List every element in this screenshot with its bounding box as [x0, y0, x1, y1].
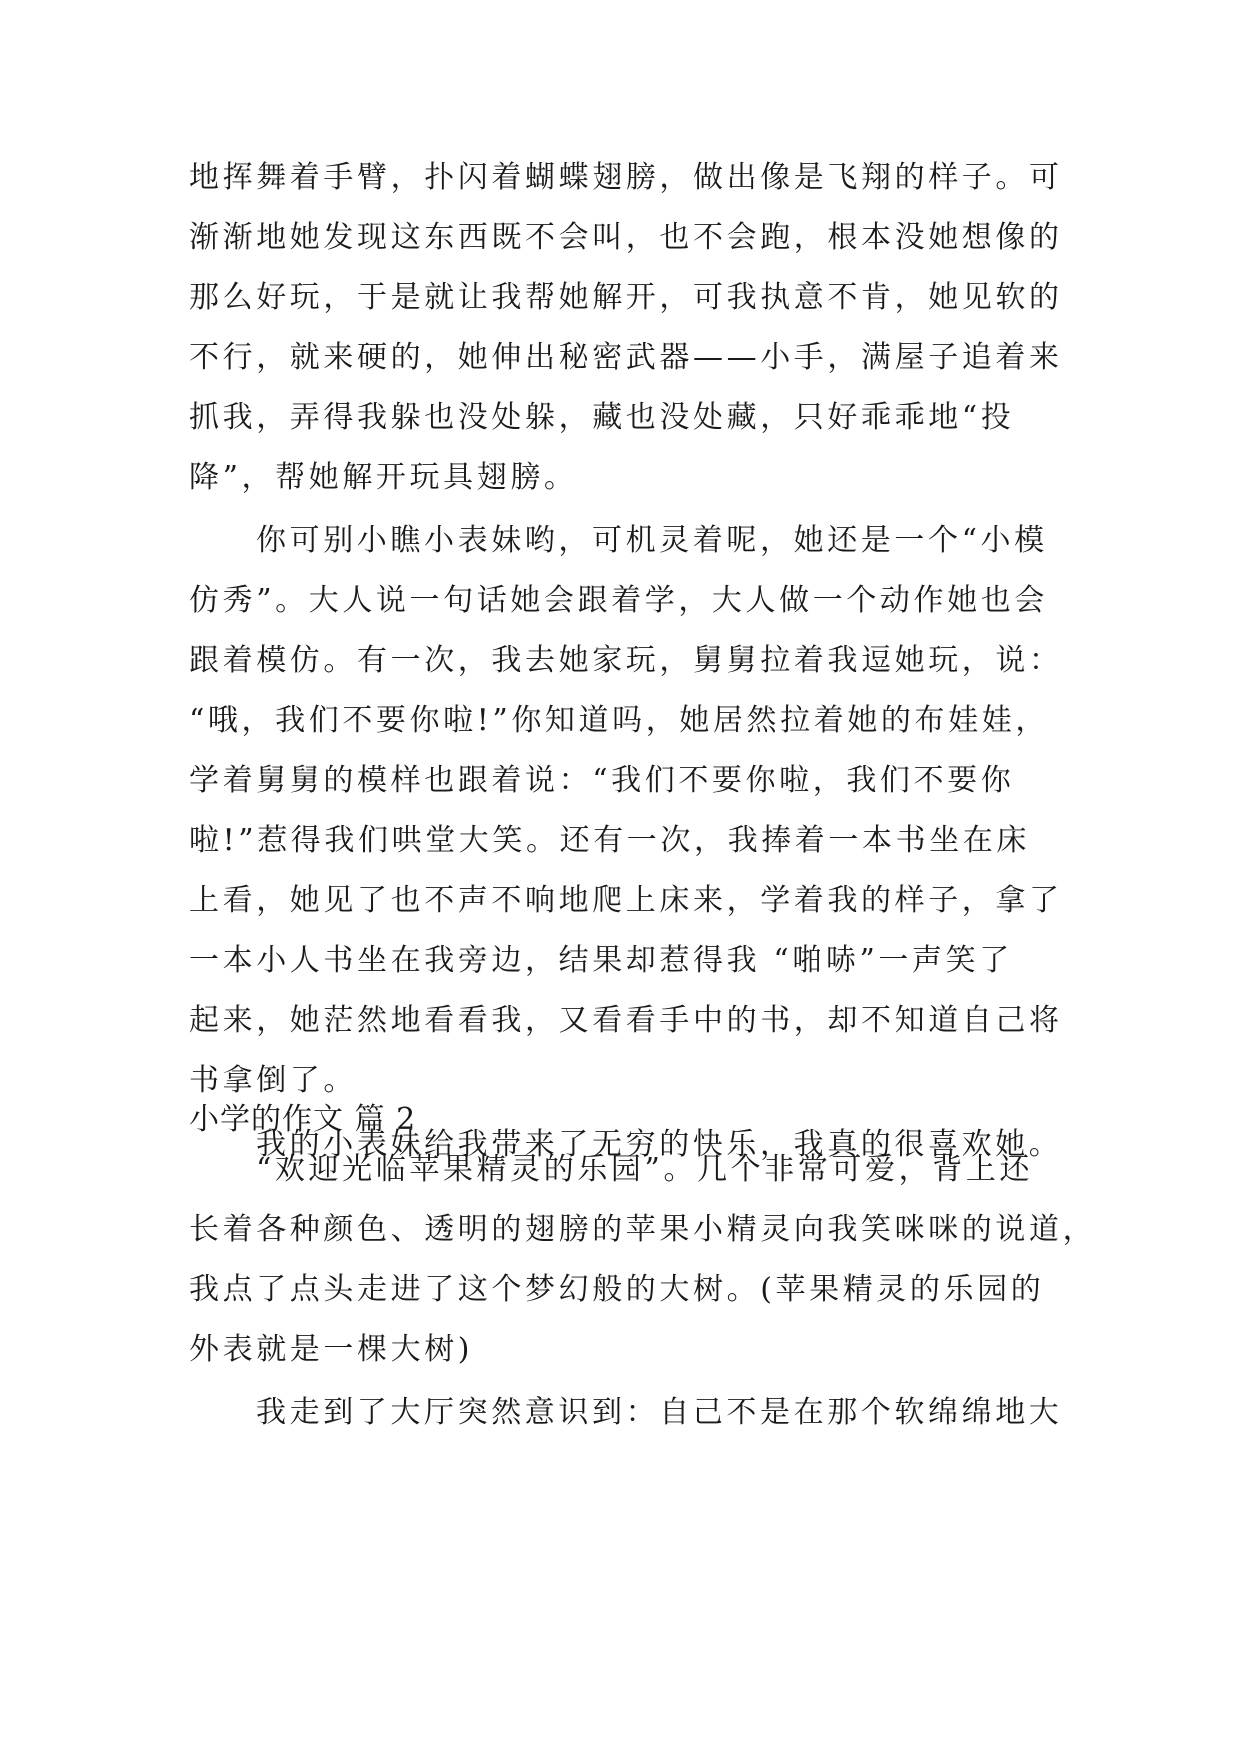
text-line: 跟着模仿。有一次，我去她家玩，舅舅拉着我逗她玩，说：	[189, 643, 1063, 678]
section-heading: 小学的作文 篇 2	[189, 1102, 417, 1137]
text-line: 仿秀”。大人说一句话她会跟着学，大人做一个动作她也会	[189, 583, 1048, 618]
text-line: 上看，她见了也不声不响地爬上床来，学着我的样子，拿了	[189, 883, 1063, 918]
text-line: 降”，帮她解开玩具翅膀。	[189, 460, 578, 495]
text-line: 学着舅舅的模样也跟着说：“我们不要你啦，我们不要你	[189, 763, 1015, 798]
paragraph-first-line: 我的小表妹给我带来了无穷的快乐，我真的很喜欢她。	[256, 1127, 1063, 1162]
paragraph-first-line: 我走到了大厅突然意识到：自己不是在那个软绵绵地大	[256, 1395, 1063, 1430]
text-line: 长着各种颜色、透明的翅膀的苹果小精灵向我笑咪咪的说道，	[189, 1212, 1097, 1247]
text-line: 我点了点头走进了这个梦幻般的大树。(苹果精灵的乐园的	[189, 1272, 1045, 1307]
text-line: 抓我，弄得我躲也没处躲，藏也没处藏，只好乖乖地“投	[189, 400, 1015, 435]
text-line: “哦，我们不要你啦!”你知道吗，她居然拉着她的布娃娃，	[189, 703, 1049, 738]
text-line: 起来，她茫然地看看我，又看看手中的书，却不知道自己将	[189, 1003, 1063, 1038]
text-line: 外表就是一棵大树)	[189, 1332, 474, 1367]
text-line: 一本小人书坐在我旁边，结果却惹得我 “啪哧”一声笑了	[189, 943, 1013, 978]
text-line: 地挥舞着手臂，扑闪着蝴蝶翅膀，做出像是飞翔的样子。可	[189, 160, 1063, 195]
text-line: 渐渐地她发现这东西既不会叫，也不会跑，根本没她想像的	[189, 220, 1063, 255]
text-line: 不行，就来硬的，她伸出秘密武器——小手，满屋子追着来	[189, 340, 1063, 375]
text-line: 书拿倒了。	[189, 1063, 357, 1098]
text-line: 啦!”惹得我们哄堂大笑。还有一次，我捧着一本书坐在床	[189, 823, 1030, 858]
text-line: 那么好玩，于是就让我帮她解开，可我执意不肯，她见软的	[189, 280, 1063, 315]
paragraph-first-line: 你可别小瞧小表妹哟，可机灵着呢，她还是一个“小模	[256, 523, 1048, 558]
paragraph-first-line: “欢迎光临苹果精灵的乐园”。几个非常可爱，背上还	[256, 1152, 1034, 1187]
